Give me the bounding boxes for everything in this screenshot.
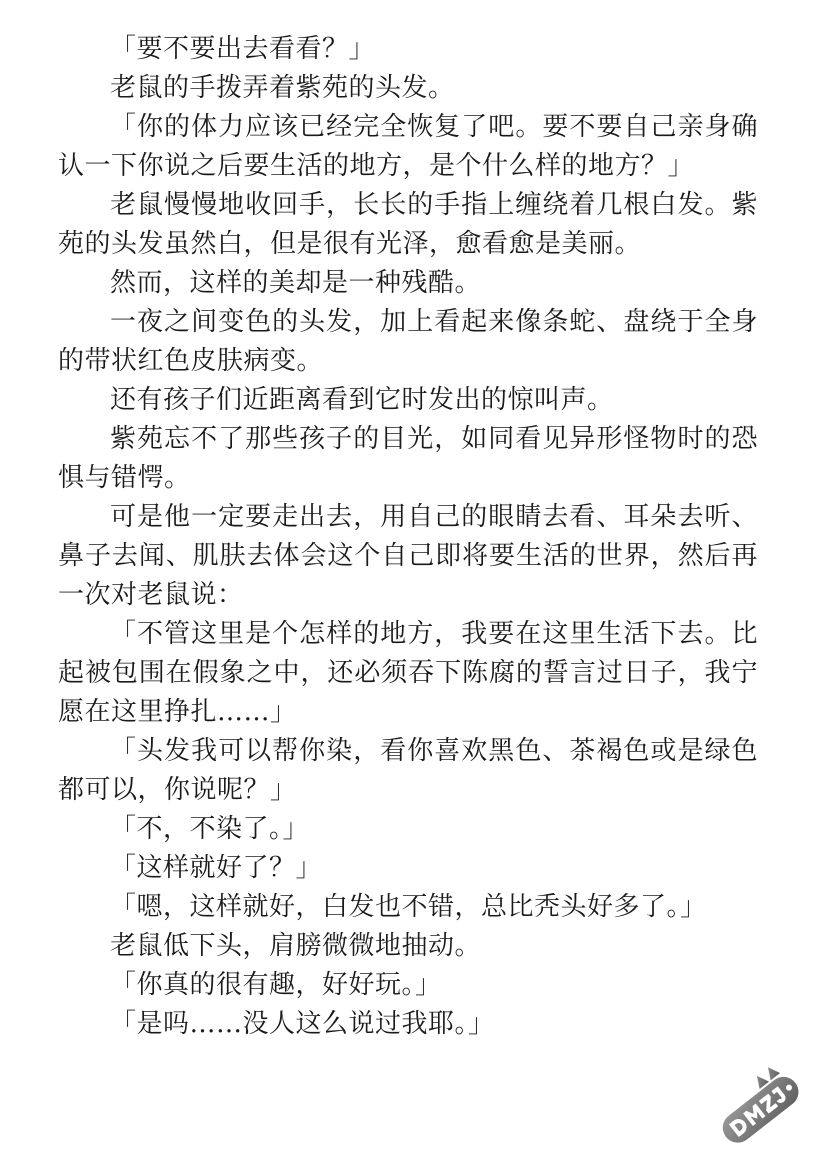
paragraph-8: 紫苑忘不了那些孩子的目光，如同看见异形怪物时的恐惧与错愕。 [58, 424, 758, 493]
paragraph-13: 「这样就好了？」 [110, 853, 323, 883]
paragraph-14: 「嗯，这样就好，白发也不错，总比秃头好多了。」 [110, 892, 707, 922]
paragraph-16: 「你真的很有趣，好好玩。」 [110, 970, 442, 1000]
paragraph-5: 然而，这样的美却是一种残酷。 [110, 268, 482, 298]
watermark-logo [698, 1048, 823, 1170]
paragraph-11: 「头发我可以帮你染，看你喜欢黑色、茶褐色或是绿色都可以，你说呢？」 [58, 736, 758, 805]
paragraph-3: 「你的体力应该已经完全恢复了吧。要不要自己亲身确认一下你说之后要生活的地方，是个什么样的地方？」 [58, 112, 758, 181]
paragraph-1: 「要不要出去看看？」 [110, 34, 376, 64]
paragraph-9: 可是他一定要走出去，用自己的眼睛去看、耳朵去听、鼻子去闻、肌肤去体会这个自己即将要生活的世界，然后再一次对老鼠说： [58, 502, 758, 610]
page-text [58, 30, 758, 1044]
paragraph-2: 老鼠的手拨弄着紫苑的头发。 [110, 73, 455, 103]
paragraph-6: 一夜之间变色的头发，加上看起来像条蛇、盘绕于全身的带状红色皮肤病变。 [58, 307, 758, 376]
paragraph-12: 「不，不染了。」 [110, 814, 310, 844]
watermark-logo-graphic [698, 1048, 823, 1170]
paragraph-7: 还有孩子们近距离看到它时发出的惊叫声。 [110, 385, 614, 415]
paragraph-17: 「是吗……没人这么说过我耶。」 [110, 1009, 495, 1039]
paragraph-15: 老鼠低下头，肩膀微微地抽动。 [110, 931, 482, 961]
paragraph-4: 老鼠慢慢地收回手，长长的手指上缠绕着几根白发。紫苑的头发虽然白，但是很有光泽，愈看愈是美丽。 [58, 190, 758, 259]
watermark-ear-right [763, 1064, 780, 1081]
paragraph-10: 「不管这里是个怎样的地方，我要在这里生活下去。比起被包围在假象之中，还必须吞下陈腐的誓言过日子，我宁愿在这里挣扎……」 [58, 619, 758, 727]
